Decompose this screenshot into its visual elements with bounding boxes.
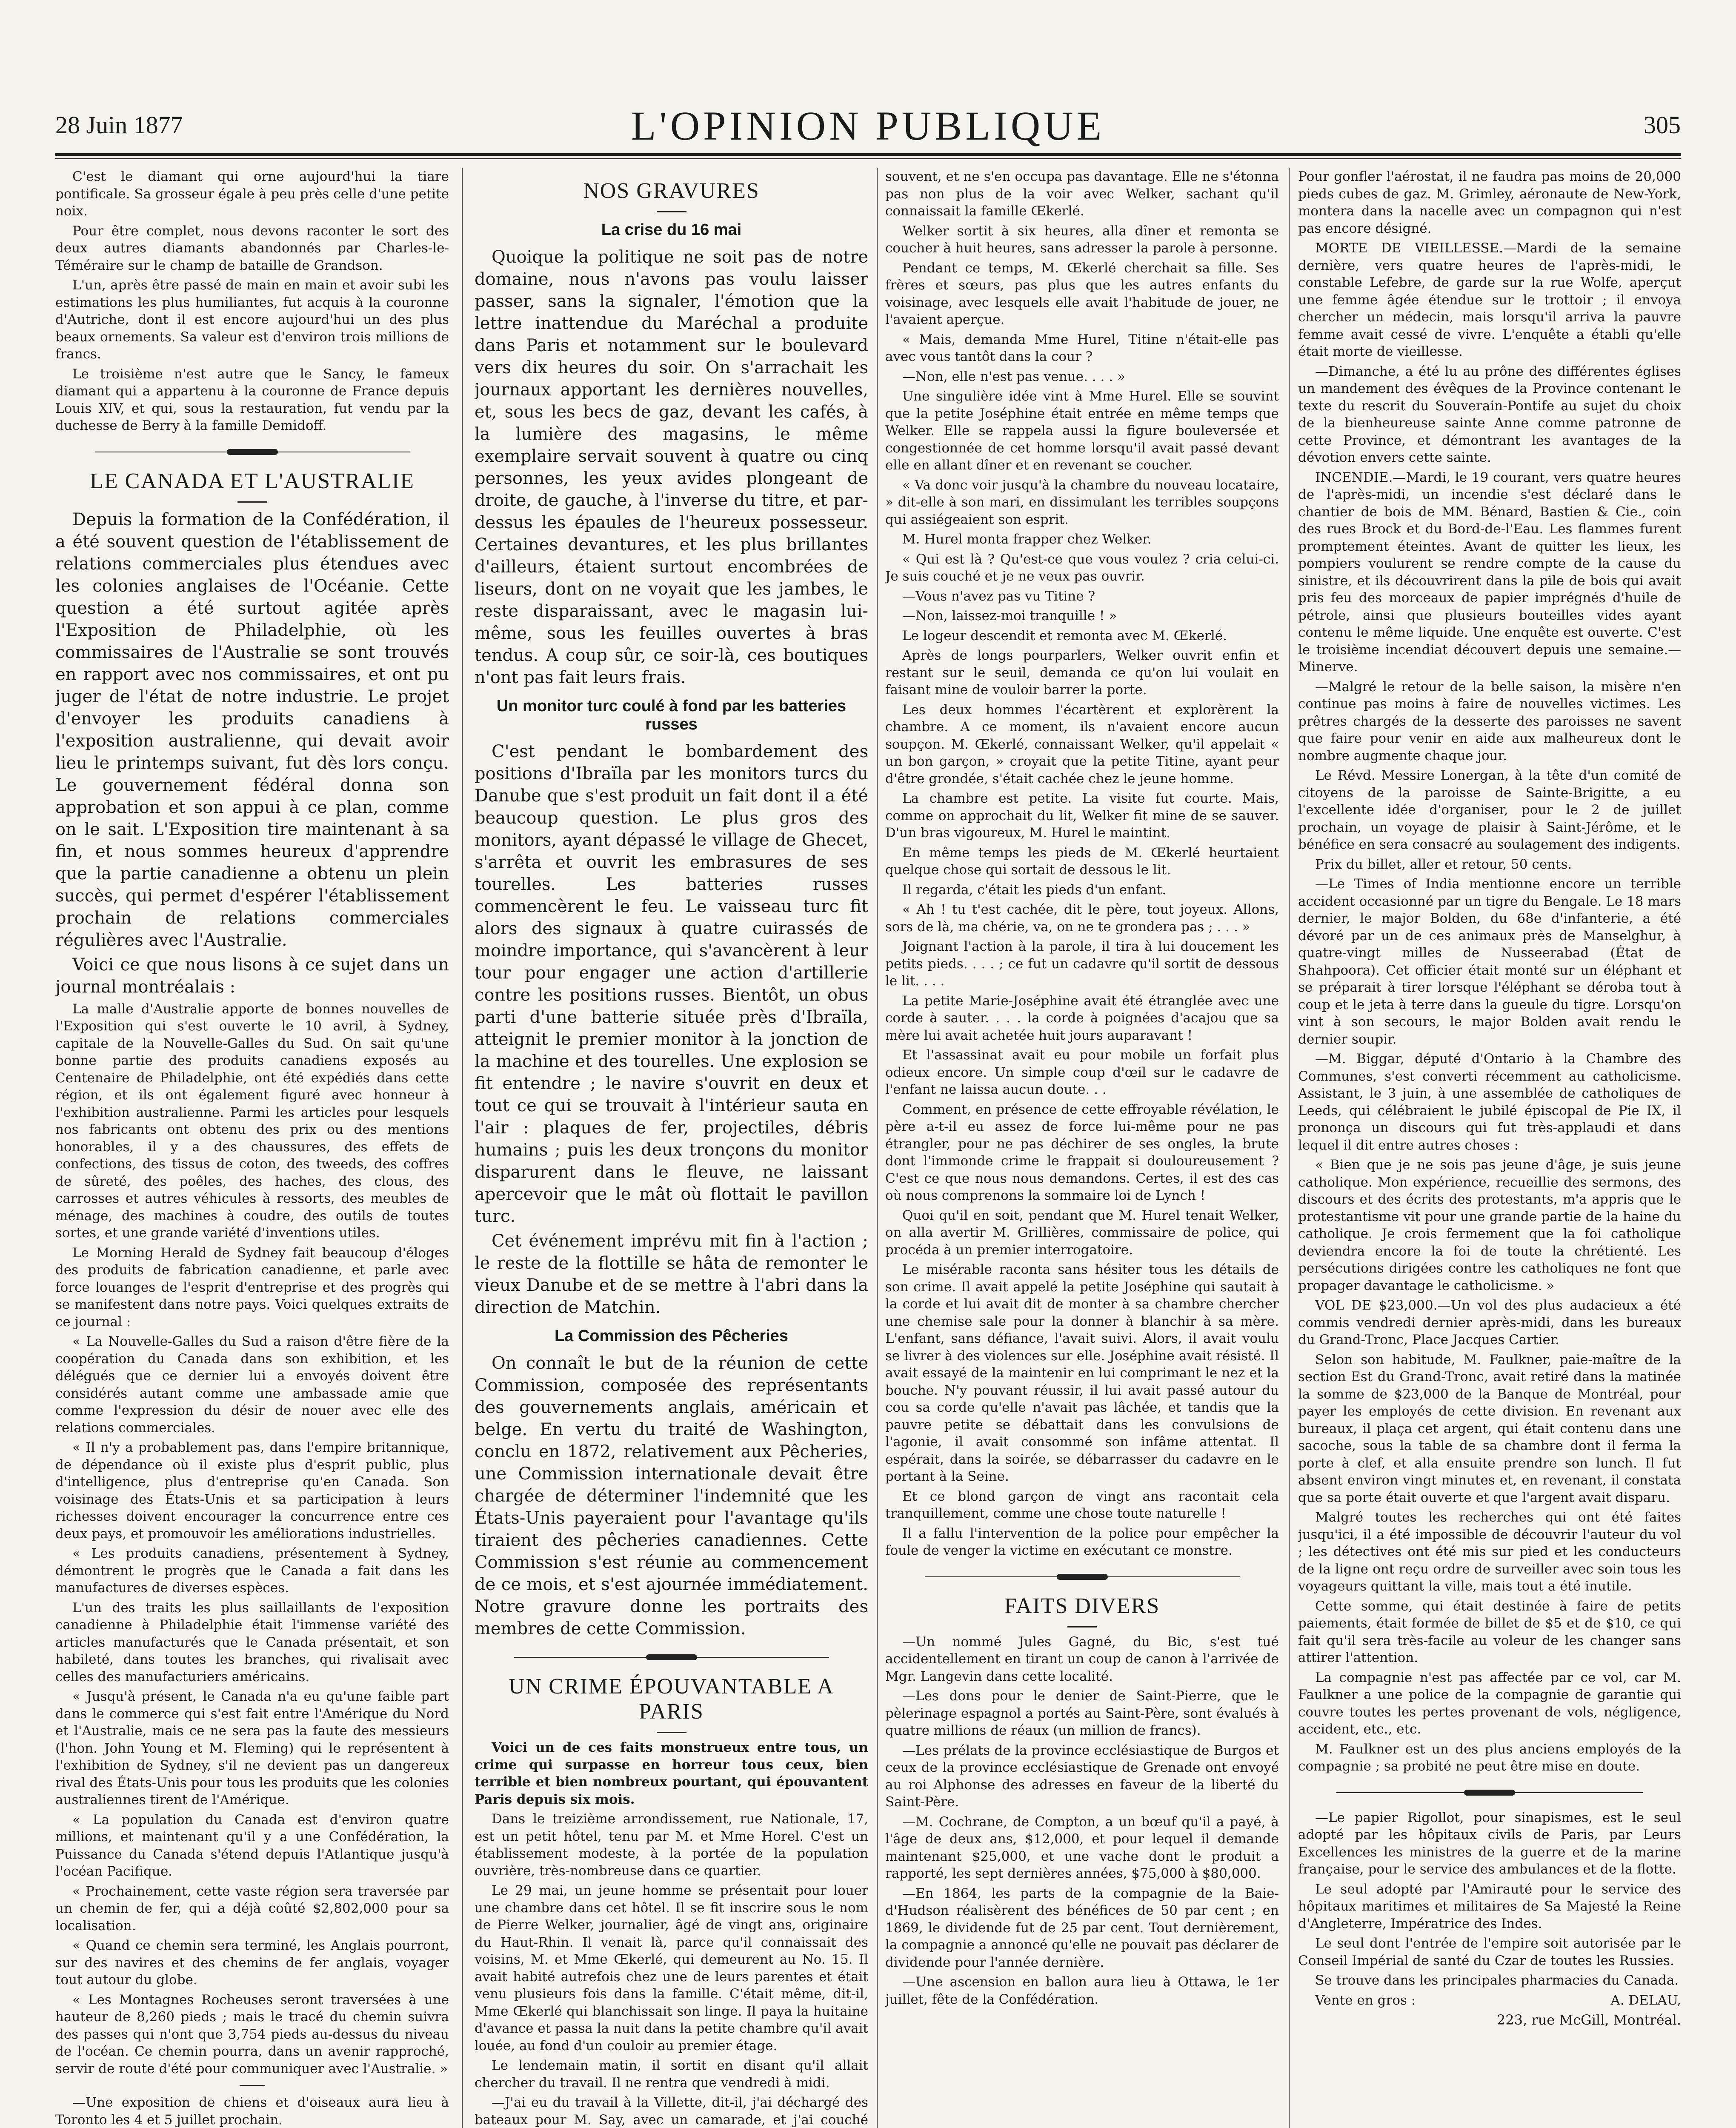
brief-paragraph: —Les dons pour le denier de Saint-Pierre, que le pèlerinage espagnol a portés au Saint-Père, sont évalués à quatre millions de réaux (un million de francs). (885, 1688, 1279, 1738)
article-paragraph: —Non, laissez-moi tranquille ! » (902, 608, 1117, 624)
article-paragraph: « Qui est là ? Qu'est-ce que vous voulez ? cria celui-ci. Je suis couché et je ne veux pas ouvrir. (885, 551, 1279, 584)
advertisement-paragraph: Le seul dont l'entrée de l'empire soit autorisée par le Conseil Impérial de santé du Czar de toutes les Russies. (1298, 1936, 1681, 1968)
article-subheading: La crise du 16 mai (601, 221, 742, 239)
article-paragraph: On connaît le but de la réunion de cette Commission, composée des représentants des gouvernements anglais, américain et belge. En vertu du traité de Washington, conclu en 1872, relativement aux Pêcheries, une Commission internationale devait être chargée de déterminer l'indemnité que les États-Unis payeraient pour l'avantage qu'ils tiraient des pêcheries canadiennes. Cette Commission s'est réunie au commencement de ce mois, et s'est ajournée immédiatement. Notre gravure donne les portraits des membres de cette Commission. (475, 1353, 868, 1639)
article-paragraph: Les deux hommes l'écartèrent et explorèrent la chambre. A ce moment, ils n'avaient encore aucun soupçon. M. Œkerlé, connaissant Welker, qu'il appelait « un bon garçon, » croyait que la petite Titine, ayant peur d'être grondée, s'était cachée chez le jeune homme. (885, 702, 1279, 787)
article-lead: Voici un de ces faits monstrueux entre tous, un crime qui surpasse en horreur tous ceux, bien terrible et bien nombreux pourtant, qui épouvantent Paris depuis six mois. (475, 1740, 868, 1807)
article-heading: UN CRIME ÉPOUVANTABLE A PARIS (509, 1674, 834, 1724)
separator (240, 2085, 265, 2086)
article-paragraph: Il a fallu l'intervention de la police pour empêcher la foule de venger la victime en exécutant ce monstre. (885, 1525, 1279, 1558)
article-paragraph: Le misérable raconta sans hésiter tous les détails de son crime. Il avait appelé la petite Joséphine qui sautait à la corde et lui avait dit de monter à sa chambre chercher une chemise sale pour la donner à blanchir à sa mère. L'enfant, sans défiance, l'avait suivi. Alors, il avait voulu se livrer à des violences sur elle. Joséphine avait résisté. Il avait essayé de la maintenir en lui comprimant le nez et la bouche. N'y pouvant réussir, il lui avait passé autour du cou sa corde qu'elle n'avait pas lâchée, et tandis que la pauvre petite se débattait dans les convulsions de l'agonie, il avait consommé son infâme attentat. Il espérait, dans la soirée, se débarrasser du cadavre en le portant à la Seine. (885, 1262, 1279, 1484)
article-heading: FAITS DIVERS (1004, 1593, 1160, 1618)
seller-name: A. DELAU, (1610, 1992, 1681, 2008)
brief-paragraph: MORTE DE VIEILLESSE.—Mardi de la semaine dernière, vers quatre heures de l'après-midi, le constable Lefebre, de garde sur la rue Wolfe, aperçut une femme âgée étendue sur le trottoir ; il envoya chercher un médecin, mais lorsqu'il arriva la pauvre femme avait cessé de vivre. L'enquête a établi qu'elle était morte de vieillesse. (1298, 240, 1681, 359)
article-paragraph: Cet événement imprévu mit fin à l'action ; le reste de la flottille se hâta de remonter le vieux Danube et de se mettre à l'abri dans la direction de Matchin. (475, 1231, 868, 1317)
article-paragraph: Et l'assassinat avait eu pour mobile un forfait plus odieux encore. Un simple coup d'œil sur le cadavre de l'enfant ne laissa aucun doute. . . (885, 1047, 1279, 1097)
seller-label: Vente en gros : (1315, 1992, 1416, 2008)
brief-paragraph: Pour gonfler l'aérostat, il ne faudra pas moins de 20,000 pieds cubes de gaz. M. Grimley, aéronaute de New-York, montera dans la nacelle avec un compagnon qui n'est pas encore désigné. (1298, 169, 1681, 236)
column-4 (1298, 168, 1681, 2128)
quote-paragraph: « Quand ce chemin sera terminé, les Anglais pourront, sur des navires et des chemins de fer anglais, voyager tout autour du globe. (55, 1938, 449, 1988)
brief-paragraph: Le Révd. Messire Lonergan, à la tête d'un comité de citoyens de la paroisse de Sainte-Brigitte, a eu l'excellente idée d'organiser, pour le 2 de juillet prochain, un voyage de plaisir à Saint-Jérôme, et le bénéfice en sera consacré au soulagement des indigents. (1298, 768, 1681, 852)
brief-paragraph: —Malgré le retour de la belle saison, la misère n'en continue pas moins à faire de nouvelles victimes. Les prêtres chargés de la desserte des paroisses ne savent que faire pour venir en aide aux malheureux dont le nombre augmente chaque jour. (1298, 679, 1681, 764)
brief-paragraph: La compagnie n'est pas affectée par ce vol, car M. Faulkner a une police de la compagnie de garantie qui couvre toutes les pertes provenant de vols, négligence, accident, etc., etc. (1298, 1670, 1681, 1737)
article-paragraph: « Mais, demanda Mme Hurel, Titine n'était-elle pas avec vous tantôt dans la cour ? (885, 332, 1279, 364)
heading-rule (657, 1732, 686, 1733)
brief-paragraph: Prix du billet, aller et retour, 50 cents. (1315, 856, 1572, 872)
advertisement-paragraph: Se trouve dans les principales pharmacies du Canada. (1315, 1973, 1679, 1988)
article-paragraph: Pendant ce temps, M. Œkerlé cherchait sa fille. Ses frères et sœurs, pas plus que les autres enfants du voisinage, avec lesquels elle avait l'habitude de jouer, ne l'avaient aperçue. (885, 260, 1279, 327)
brief-paragraph: —Le Times of India mentionne encore un terrible accident occasionné par un tigre du Bengale. Le 18 mars dernier, le major Bolden, du 68e d'infanterie, a été dévoré par un de ces animaux près de Manselghur, à quatre-vingt milles de Nusseerabad (État de Shahpoora). Cet officier était monté sur un éléphant et se préparait à tirer lorsque l'éléphant se déroba tout à coup et le jeta à terre dans la gueule du tigre. Lorsqu'on vint à son secours, le major Bolden avait rendu le dernier soupir. (1298, 876, 1681, 1047)
heading-rule (657, 211, 686, 212)
article-paragraph: —J'ai eu du travail à la Villette, dit-il, j'ai déchargé des bateaux pour M. Say, avec un camarade, et j'ai couché (475, 2095, 868, 2128)
article-paragraph: Le 29 mai, un jeune homme se présentait pour louer une chambre dans cet hôtel. Il se fit inscrire sous le nom de Pierre Welker, journalier, âgé de vingt ans, originaire du Haut-Rhin. Il venait là, parce qu'il connaissait des voisins, M. et Mme Œkerlé, qui demeurent au No. 15. Il avait habité autrefois chez une de leurs parentes et était venu plusieurs fois dans la famille. C'était même, dit-il, Mme Œkerlé qui blanchissait son linge. Il paya la huitaine d'avance et passa la nuit dans la petite chambre qu'il avait louée, au fond d'un couloir au premier étage. (475, 1883, 868, 2054)
article-paragraph: Depuis la formation de la Confédération, il a été souvent question de l'établissement de relations commerciales plus étendues avec les colonies anglaises de l'Océanie. Cette question a été surtout agitée après l'Exposition de Philadelphie, où les commissaires de l'Australie se sont trouvés en rapport avec nos commissaires, et ont pu juger de l'état de notre industrie. Le projet d'envoyer les produits canadiens à l'exposition australienne, qui devait avoir lieu le printemps suivant, fut dès lors conçu. Le gouvernement fédéral donna son approbation et son appui à ce plan, comme on le sait. L'Exposition tire maintenant à sa fin, et nous sommes heureux d'apprendre que la partie canadienne a obtenu un plein succès, qui permet d'espérer l'établissement prochain de relations commerciales régulières avec l'Australie. (55, 509, 449, 950)
quote-paragraph: « La population du Canada est d'environ quatre millions, et maintenant qu'il y a une Confédération, la Puissance du Canada s'étend depuis l'Atlantique jusqu'à l'océan Pacifique. (55, 1812, 449, 1879)
brief-paragraph: —En 1864, les parts de la compagnie de la Baie-d'Hudson réalisèrent des bénéfices de 50 par cent ; en 1869, le dividende fut de 25 par cent. Tout dernièrement, la compagnie a annoncé qu'elle ne pouvait pas déclarer de dividende pour l'année dernière. (885, 1885, 1279, 1970)
article-paragraph: « Ah ! tu t'est cachée, dit le père, tout joyeux. Allons, sors de là, ma chérie, va, on ne te grondera pas ; . . . » (885, 902, 1279, 935)
column-3 (885, 168, 1279, 2128)
section-ornament (1298, 1787, 1681, 1798)
article-paragraph: —Vous n'avez pas vu Titine ? (902, 588, 1095, 604)
article-paragraph: M. Hurel monta frapper chez Welker. (902, 532, 1152, 547)
quote-paragraph: La malle d'Australie apporte de bonnes nouvelles de l'Exposition qui s'est ouverte le 10 avril, à Sydney, capitale de la Nouvelle-Galles du Sud. On sait qu'une bonne partie des produits canadiens exposés au Centenaire de Philadelphie, ont été expédiés dans cette région, et ils ont également figuré avec honneur à l'exhibition australienne. Parmi les articles pour lesquels nos fabricants ont obtenu des prix ou des mentions honorables, il y a des chaussures, des effets de confections, des tissus de coton, des tweeds, des coffres de sûreté, des poêles, des haches, des clous, des carrosses et autres véhicules à ressorts, des meubles de ménage, des machines à coudre, des outils de toutes sortes, et une grande variété d'inventions utiles. (55, 1001, 449, 1241)
article-paragraph: Welker sortit à six heures, alla dîner et remonta se coucher à huit heures, sans adresser la parole à personne. (885, 223, 1279, 256)
article-heading: NOS GRAVURES (583, 179, 760, 203)
column-2 (475, 168, 868, 2128)
heading-rule (1067, 1626, 1097, 1627)
article-paragraph: Après de longs pourparlers, Welker ouvrit enfin et restant sur le seuil, demanda ce qu'on lui voulait en faisant mine de vouloir barrer la porte. (885, 648, 1279, 698)
quote-paragraph: « Jusqu'à présent, le Canada n'a eu qu'une faible part dans le commerce qui s'est fait entre l'Amérique du Nord et l'Australie, mais ce ne sera pas la faute des messieurs (l'hon. John Young et M. Fleming) qui le représentent à l'exhibition de Sydney, s'il ne devient pas un dangereux rival des États-Unis pour tous les produits que les colonies australiennes tirent de l'Amérique. (55, 1689, 449, 1808)
brief-paragraph: —Les prélats de la province ecclésiastique de Burgos et ceux de la province ecclésiastique de Grenade ont envoyé au roi Alphonse des adresses en faveur de la liberté du Saint-Père. (885, 1742, 1279, 1810)
brief-paragraph: —M. Biggar, député d'Ontario à la Chambre des Communes, s'est converti récemment au catholicisme. Assistant, le 3 juin, à une assemblée de catholiques de Leeds, qui célébraient le jubilé épiscopal de Pie IX, il prononça un discours qui fut très-applaudi et dans lequel il dit entre autres choses : (1298, 1051, 1681, 1153)
article-paragraph: Voici ce que nous lisons à ce sujet dans un journal montréalais : (55, 955, 449, 997)
article-paragraph: Il regarda, c'était les pieds d'un enfant. (902, 882, 1167, 898)
masthead-rule-thin (55, 158, 1681, 159)
issue-date: 28 Juin 1877 (55, 111, 183, 139)
article-paragraph: C'est le diamant qui orne aujourd'hui la tiare pontificale. Sa grosseur égale à peu près celle d'une petite noix. (55, 169, 449, 219)
article-paragraph: Le logeur descendit et remonta avec M. Œkerlé. (902, 628, 1227, 644)
article-paragraph: En même temps les pieds de M. Œkerlé heurtaient quelque chose qui sortait de dessous le lit. (885, 845, 1279, 878)
column-divider (877, 168, 878, 2128)
brief-paragraph: Malgré toutes les recherches qui ont été faites jusqu'ici, il a été impossible de découvrir l'auteur du vol ; les détectives ont été mis sur pied et les conducteurs de la ligne ont reçu ordre de surveiller avec soin tous les voyageurs quittant la ville, mais tout a été inutile. (1298, 1510, 1681, 1594)
article-paragraph: Joignant l'action à la parole, il tira à lui doucement les petits pieds. . . . ; ce fut un cadavre qu'il sortit de dessous le lit. . . . (885, 939, 1279, 989)
article-subheading: La Commission des Pêcheries (554, 1327, 789, 1345)
article-paragraph: Dans le treizième arrondissement, rue Nationale, 17, est un petit hôtel, tenu par M. et Mme Horel. C'est un établissement modeste, à la portée de la population ouvrière, très-nombreuse dans ce quartier. (475, 1811, 868, 1879)
article-paragraph: Quoique la politique ne soit pas de notre domaine, nous n'avons pas voulu laisser passer, sans la signaler, l'émotion que la lettre inattendue du Maréchal a produite dans Paris et notamment sur le boulevard vers dix heures du soir. On s'arrachait les journaux apportant les dernières nouvelles, et, sous les becs de gaz, devant les cafés, à la lumière des magasins, le même exemplaire servait souvent à quatre ou cinq personnes, les yeux avides plongeant de droite, de gauche, à l'inverse du titre, et par-dessus les épaules de l'heureux possesseur. Certaines devantures, et les plus brillantes d'ailleurs, étaient surtout encombrées de liseurs, dont on ne voyait que les jambes, le reste disparaissant, avec le magasin lui-même, sous les feuilles ouvertes à bras tendus. A coup sûr, ce soir-là, ces boutiques n'ont pas fait leurs frais. (475, 247, 868, 687)
article-paragraph: Quoi qu'il en soit, pendant que M. Hurel tenait Welker, on alla avertir M. Grillières, commissaire de police, qui procéda à un premier interrogatoire. (885, 1207, 1279, 1258)
quote-paragraph: L'un des traits les plus saillaillants de l'exposition canadienne à Philadelphie était l'immense variété des articles manufacturés que le Canada présentait, et son habileté, dans toutes les branches, qui rivalisait avec celles des manufacturiers américains. (55, 1600, 449, 1685)
brief-paragraph: INCENDIE.—Mardi, le 19 courant, vers quatre heures de l'après-midi, un incendie s'est déclaré dans le chantier de bois de MM. Bénard, Bastien & Cie., coin des rues Brock et du Bord-de-l'Eau. Les flammes furent promptement éteintes. Avant de quitter les lieux, les pompiers voulurent se rendre compte de la cause du sinistre, et ils découvrirent dans la pile de bois qui avait pris feu des morceaux de papier imprégnés d'huile de pétrole, ainsi que plusieurs bouteilles vides ayant contenu le même liquide. Une enquête est ouverte. C'est le troisième incendiat découvert depuis une semaine.—Minerve. (1298, 469, 1681, 675)
quote-paragraph: « Les Montagnes Rocheuses seront traversées à une hauteur de 8,260 pieds ; mais le tracé du chemin suivra des passes qui n'ont que 3,754 pieds au-dessus du niveau de l'océan. Ce chemin pourra, dans un avenir rapproché, servir de route d'été pour communiquer avec l'Australie. » (55, 1992, 449, 2077)
article-paragraph: « Va donc voir jusqu'à la chambre du nouveau locataire, » dit-elle à son mari, en dissimulant les terribles soupçons qui assiégeaient son esprit. (885, 477, 1279, 527)
brief-paragraph: Cette somme, qui était destinée à faire de petits paiements, était formée de billet de $5 et de $10, ce qui fait qu'il sera très-facile au voleur de les changer sans attirer l'attention. (1298, 1598, 1681, 1665)
article-paragraph: Une singulière idée vint à Mme Hurel. Elle se souvint que la petite Joséphine était entrée en même temps que Welker. Elle se rappela aussi la figure bouleversée et congestionnée de cet homme lorsqu'il avait passé devant elle en allant dîner et en revenant se coucher. (885, 389, 1279, 473)
masthead-rule (55, 153, 1681, 156)
quote-paragraph: « Prochainement, cette vaste région sera traversée par un chemin de fer, qui a déjà coûté $2,802,000 pour sa localisation. (55, 1883, 449, 1934)
brief-paragraph: Selon son habitude, M. Faulkner, paie-maître de la section Est du Grand-Tronc, avait retiré dans la matinée la somme de $23,000 de la Banque de Montréal, pour payer les employés de cette division. En revenant aux bureaux, il plaça cet argent, qui était contenu dans une sacoche, sous la table de sa chambre dont il ferma la porte à clef, et alla ensuite prendre son lunch. Il fut absent environ vingt minutes et, en revenant, il constata que sa porte était ouverte et que l'argent avait disparu. (1298, 1352, 1681, 1505)
section-ornament (55, 446, 449, 458)
seller-address: 223, rue McGill, Montréal. (1497, 2012, 1681, 2028)
article-paragraph: Le lendemain matin, il sortit en disant qu'il allait chercher du travail. Il ne rentra que vendredi à midi. (475, 2058, 868, 2091)
advertisement-paragraph: Le seul adopté par l'Amirauté pour le service des hôpitaux maritimes et militaires de Sa Majesté la Reine d'Angleterre, Impératrice des Indes. (1298, 1881, 1681, 1931)
column-divider (462, 168, 463, 2128)
article-heading: LE CANADA ET L'AUSTRALIE (90, 469, 415, 493)
advertisement-seller (1298, 1992, 1681, 2009)
article-paragraph: Le troisième n'est autre que le Sancy, le fameux diamant qui a appartenu à la couronne de France depuis Louis XIV, et qui, sous la restauration, fut vendu par la duchesse de Berry à la famille Demidoff. (55, 366, 449, 433)
quote-paragraph: « Il n'y a probablement pas, dans l'empire britannique, de dépendance où il existe plus d'esprit public, plus d'intelligence, plus d'entreprise qu'en Canada. Son voisinage des États-Unis et sa participation à leurs richesses doivent encourager la concurrence entre ces deux pays, et promouvoir les améliorations industrielles. (55, 1440, 449, 1542)
brief-paragraph: —Dimanche, a été lu au prône des différentes églises un mandement des évêques de la Province contenant le texte du rescrit du Souverain-Pontife au sujet du choix de la bienheureuse sainte Anne comme patronne de cette Province, et démontrant les avantages de la dévotion envers cette sainte. (1298, 363, 1681, 465)
article-paragraph: La chambre est petite. La visite fut courte. Mais, comme on approchait du lit, Welker fit mine de se sauver. D'un bras vigoureux, M. Hurel le maintint. (885, 791, 1279, 841)
masthead (55, 102, 1681, 153)
brief-paragraph: —M. Cochrane, de Compton, a un bœuf qu'il a payé, à l'âge de deux ans, $12,000, et pour lequel il demande maintenant $25,000, et une vache dont le produit a rapporté, les sept dernières années, $75,000 à $80,000. (885, 1814, 1279, 1881)
brief-paragraph: VOL DE $23,000.—Un vol des plus audacieux a été commis vendredi dernier après-midi, dans les bureaux du Grand-Tronc, Place Jacques Cartier. (1298, 1298, 1681, 1347)
article-paragraph: La petite Marie-Joséphine avait été étranglée avec une corde à sauter. . . . la corde à poignées d'acajou que sa mère lui avait achetée huit jours auparavant ! (885, 993, 1279, 1043)
quote-paragraph: Le Morning Herald de Sydney fait beaucoup d'éloges des produits de fabrication canadienne, et parle avec force louanges de l'esprit d'entreprise et des progrès qui se manifestent dans notre pays. Voici quelques extraits de ce journal : (55, 1245, 449, 1330)
article-paragraph: souvent, et ne s'en occupa pas davantage. Elle ne s'étonna pas non plus de la voir avec Welker, sachant qu'il connaissait la famille Œkerlé. (885, 169, 1279, 219)
newspaper-title: L'OPINION PUBLIQUE (631, 103, 1105, 149)
brief-paragraph: —Une ascension en ballon aura lieu à Ottawa, le 1er juillet, fête de la Confédération. (885, 1974, 1279, 2007)
article-paragraph: Pour être complet, nous devons raconter le sort des deux autres diamants abandonnés par Charles-le-Téméraire sur le champ de bataille de Grandson. (55, 223, 449, 273)
brief-paragraph: —Un nommé Jules Gagné, du Bic, s'est tué accidentellement en tirant un coup de canon à l'arrivée de Mgr. Langevin dans cette localité. (885, 1634, 1279, 1684)
column-1 (55, 168, 449, 2128)
article-paragraph: Comment, en présence de cette effroyable révélation, le père a-t-il eu assez de force lui-même pour ne pas étrangler, pour ne pas déchirer de ses ongles, la brute dont l'immonde crime le frappait si douloureusement ? C'est ce que nous nous demandons. Certes, il est des cas où nous comprenons la sommaire loi de Lynch ! (885, 1101, 1279, 1203)
article-paragraph: L'un, après être passé de main en main et avoir subi les estimations les plus humiliantes, fut acquis à la couronne d'Autriche, dont il est encore aujourd'hui un des plus beaux ornements. Sa valeur est d'environ trois millions de francs. (55, 277, 449, 362)
article-subheading: Un monitor turc coulé à fond par les batteries russes (496, 697, 847, 733)
brief-paragraph: —Une exposition de chiens et d'oiseaux aura lieu à Toronto les 4 et 5 juillet prochain. (55, 2095, 449, 2128)
section-ornament (885, 1571, 1279, 1582)
article-paragraph: —Non, elle n'est pas venue. . . . » (902, 369, 1125, 384)
article-paragraph: C'est pendant le bombardement des positions d'Ibraïla par les monitors turcs du Danube que s'est produit un fait dont il a été beaucoup question. Le plus gros des monitors, ayant dépassé le village de Ghecet, s'arrêta et ouvrit les embrasures de ses tourelles. Les batteries russes commencèrent le feu. Le vaisseau turc fit alors des signaux à quatre cuirassés de moindre importance, qui s'avancèrent à leur tour pour engager une action d'artillerie contre les positions russes. Bientôt, un obus parti d'une batterie située près d'Ibraïla, atteignit le premier monitor à la jonction de la machine et des tourelles. Une explosion se fit entendre ; le navire s'ouvrit en deux et tout ce qui se trouvait à l'intérieur sauta en l'air : plaques de fer, projectiles, débris humains ; puis les deux tronçons du monitor disparurent dans le fleuve, ne laissant apercevoir que le mât où flottait le pavillon turc. (475, 742, 868, 1226)
heading-rule (237, 501, 267, 503)
brief-paragraph: « Bien que je ne sois pas jeune d'âge, je suis jeune catholique. Mon expérience, recueillie des sermons, des discours et des écrits des protestants, m'a appris que le protestantisme vit pour une grande partie de la haine du catholique. Je crois fermement que la foi catholique deviendra encore la foi de toute la chrétienté. Les persécutions dirigées contre les catholiques ne font que propager davantage le catholicisme. » (1298, 1157, 1681, 1293)
page-number: 305 (1644, 111, 1681, 139)
brief-paragraph: M. Faulkner est un des plus anciens employés de la compagnie ; sa probité ne peut être mise en doute. (1298, 1741, 1681, 1774)
column-divider (1289, 168, 1290, 2128)
section-ornament (475, 1652, 868, 1663)
article-paragraph: Et ce blond garçon de vingt ans racontait cela tranquillement, comme une chose toute naturelle ! (885, 1488, 1279, 1521)
quote-paragraph: « Les produits canadiens, présentement à Sydney, démontrent le progrès que le Canada a fait dans les manufactures de diverses espèces. (55, 1546, 449, 1596)
quote-paragraph: « La Nouvelle-Galles du Sud a raison d'être fière de la coopération du Canada dans son exhibition, et les délégués que ce dernier lui a envoyés doivent être considérés autant comme une ambassade amie que comme l'expression du désir de nouer avec elle des relations commerciales. (55, 1334, 449, 1436)
advertisement-paragraph: —Le papier Rigollot, pour sinapismes, est le seul adopté par les hôpitaux civils de Paris, par Leurs Excellences les ministres de la guerre et de la marine française, pour le service des ambulances et de la flotte. (1298, 1810, 1681, 1877)
